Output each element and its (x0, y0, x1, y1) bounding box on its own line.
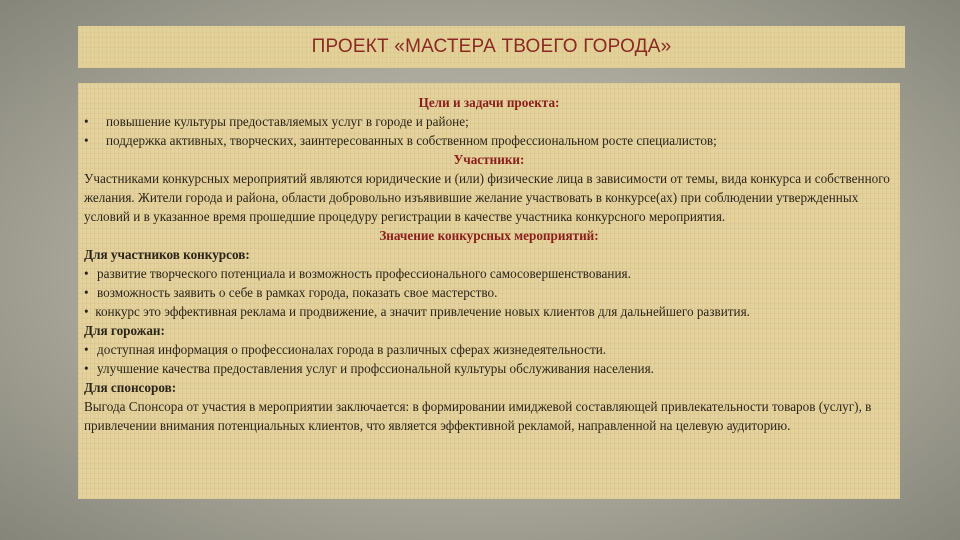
participants-text: Участниками конкурсных мероприятий являются юридические и (или) физические лица в зависимости от темы, вида конкурса и собственного желания. Жители города и района, области добровольно изъявившие желание участвовать в конкурсе(ах) при соблюдении утвержденных условий и в указанное время прошедшие процедуру регистрации в качестве участника конкурсного мероприятия. (84, 171, 890, 224)
for-sponsors-label: Для спонсоров: (84, 380, 177, 395)
sponsors-text: Выгода Спонсора от участия в мероприятии заключается: в формировании имиджевой составляющей привлекательности товаров (услуг), в привлечении внимания потенциальных клиентов, что является эффективной рекламой, направленной на целевую аудиторию. (84, 399, 872, 433)
goal-item (84, 131, 894, 150)
goal-item-text: повышение культуры предоставляемых услуг в городе и районе; (106, 114, 469, 129)
participants-benefit-text: возможность заявить о себе в рамках города, показать свое мастерство. (97, 285, 498, 300)
participants-benefit-text: конкурс это эффективная реклама и продвижение, а значит привлечение новых клиентов для дальнейшего развития. (95, 304, 750, 319)
page-title: ПРОЕКТ «МАСТЕРА ТВОЕГО ГОРОДА» (311, 36, 672, 57)
bullet-icon: • (84, 114, 89, 129)
goals-heading: Цели и задачи проекта: (418, 95, 560, 110)
participants-benefit-item (84, 264, 894, 283)
citizens-benefit-item (84, 340, 894, 359)
participants-benefit-item (84, 302, 894, 321)
citizens-benefit-item (84, 359, 894, 378)
bullet-icon: • (84, 285, 89, 300)
bullet-icon: • (84, 304, 89, 319)
citizens-benefit-text: улучшение качества предоставления услуг и профссиональной культуры обслуживания населения. (97, 361, 654, 376)
bullet-icon: • (84, 361, 89, 376)
goal-item-text: поддержка активных, творческих, заинтересованных в собственном профессиональном росте специалистов; (106, 133, 717, 148)
bullet-icon: • (84, 266, 89, 281)
title-bar (78, 26, 905, 68)
citizens-benefit-text: доступная информация о профессионалах города в различных сферах жизнедеятельности. (97, 342, 607, 357)
participants-heading: Участники: (453, 152, 525, 167)
for-participants-label: Для участников конкурсов: (84, 247, 250, 262)
for-citizens-label: Для горожан: (84, 323, 165, 338)
bullet-icon: • (84, 342, 89, 357)
goal-item (84, 112, 894, 131)
bullet-icon: • (84, 133, 89, 148)
significance-heading: Значение конкурсных мероприятий: (379, 228, 599, 243)
participants-benefit-text: развитие творческого потенциала и возможность профессионального самосовершенствования. (97, 266, 631, 281)
content-panel (78, 83, 900, 499)
participants-benefit-item (84, 283, 894, 302)
